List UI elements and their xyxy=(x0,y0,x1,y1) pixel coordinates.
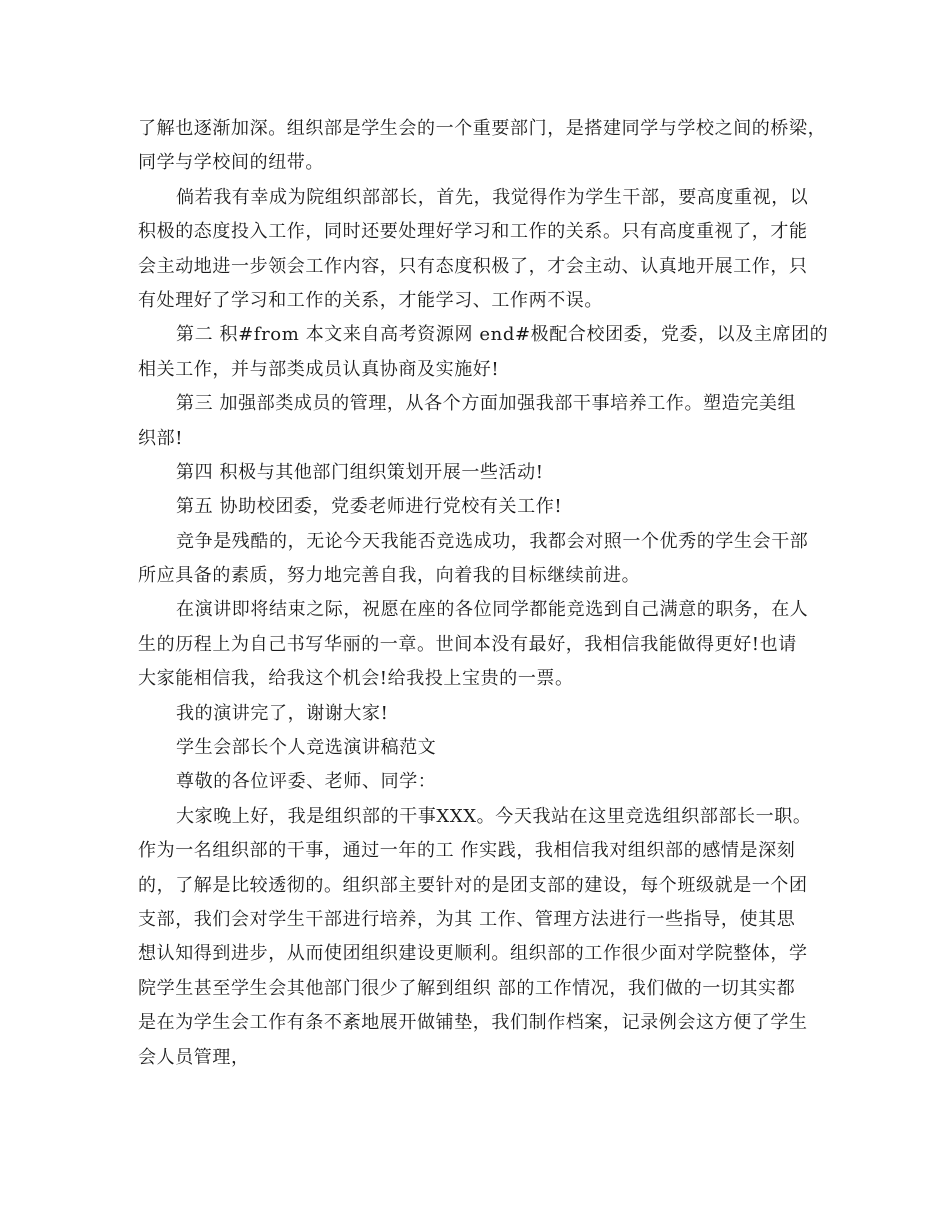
text-line: 倘若我有幸成为院组织部部长，首先，我觉得作为学生干部，要高度重视，以 xyxy=(176,186,809,208)
text-line: 竞争是残酷的，无论今天我能否竞选成功，我都会对照一个优秀的学生会干部 xyxy=(176,530,809,552)
text-line: 会主动地进一步领会工作内容，只有态度积极了，才会主动、认真地开展工作，只 xyxy=(138,255,808,277)
text-line: 第五 协助校团委，党委老师进行党校有关工作! xyxy=(176,496,563,518)
text-line: 支部，我们会对学生干部进行培养，为其 工作、管理方法进行一些指导，使其思 xyxy=(138,908,796,930)
text-line: 的，了解是比较透彻的。组织部主要针对的是团支部的建设，每个班级就是一个团 xyxy=(138,874,808,896)
text-line: 大家能相信我，给我这个机会!给我投上宝贵的一票。 xyxy=(138,668,574,690)
text-line: 学生会部长个人竞选演讲稿范文 xyxy=(176,737,437,759)
text-line: 了解也逐渐加深。组织部是学生会的一个重要部门，是搭建同学与学校之间的桥梁， xyxy=(138,118,827,139)
text-line: 同学与学校间的纽带。 xyxy=(138,152,324,174)
text-line: 织部! xyxy=(138,427,184,449)
text-line: 生的历程上为自己书写华丽的一章。世间本没有最好，我相信我能做得更好!也请 xyxy=(138,633,797,655)
text-line: 院学生甚至学生会其他部门很少了解到组织 部的工作情况，我们做的一切其实都 xyxy=(138,977,796,999)
text-line: 有处理好了学习和工作的关系，才能学习、工作两不误。 xyxy=(138,289,603,311)
text-line: 所应具备的素质，努力地完善自我，向着我的目标继续前进。 xyxy=(138,565,641,587)
text-line: 会人员管理， xyxy=(138,1046,250,1068)
text-line: 大家晚上好，我是组织部的干事XXX。今天我站在这里竞选组织部部长一职。 xyxy=(176,805,812,827)
text-line: 我的演讲完了，谢谢大家! xyxy=(176,702,389,724)
text-line: 相关工作，并与部类成员认真协商及实施好! xyxy=(138,358,500,380)
text-line: 在演讲即将结束之际，祝愿在座的各位同学都能竞选到自己满意的职务，在人 xyxy=(176,599,809,621)
text-line: 尊敬的各位评委、老师、同学： xyxy=(176,771,437,793)
text-line: 第四 积极与其他部门组织策划开展一些活动! xyxy=(176,461,544,483)
text-line: 第二 积#from 本文来自高考资源网 end#极配合校团委，党委，以及主席团的 xyxy=(176,324,829,346)
text-line: 积极的态度投入工作，同时还要处理好学习和工作的关系。只有高度重视了，才能 xyxy=(138,221,808,243)
text-line: 想认知得到进步，从而使团组织建设更顺利。组织部的工作很少面对学院整体，学 xyxy=(138,943,808,965)
text-line: 是在为学生会工作有条不紊地展开做铺垫，我们制作档案，记录例会这方便了学生 xyxy=(138,1012,808,1034)
text-line: 作为一名组织部的干事，通过一年的工 作实践，我相信我对组织部的感情是深刻 xyxy=(138,840,796,862)
document-body xyxy=(138,112,838,1075)
text-line: 第三 加强部类成员的管理，从各个方面加强我部干事培养工作。塑造完美组 xyxy=(176,393,797,415)
